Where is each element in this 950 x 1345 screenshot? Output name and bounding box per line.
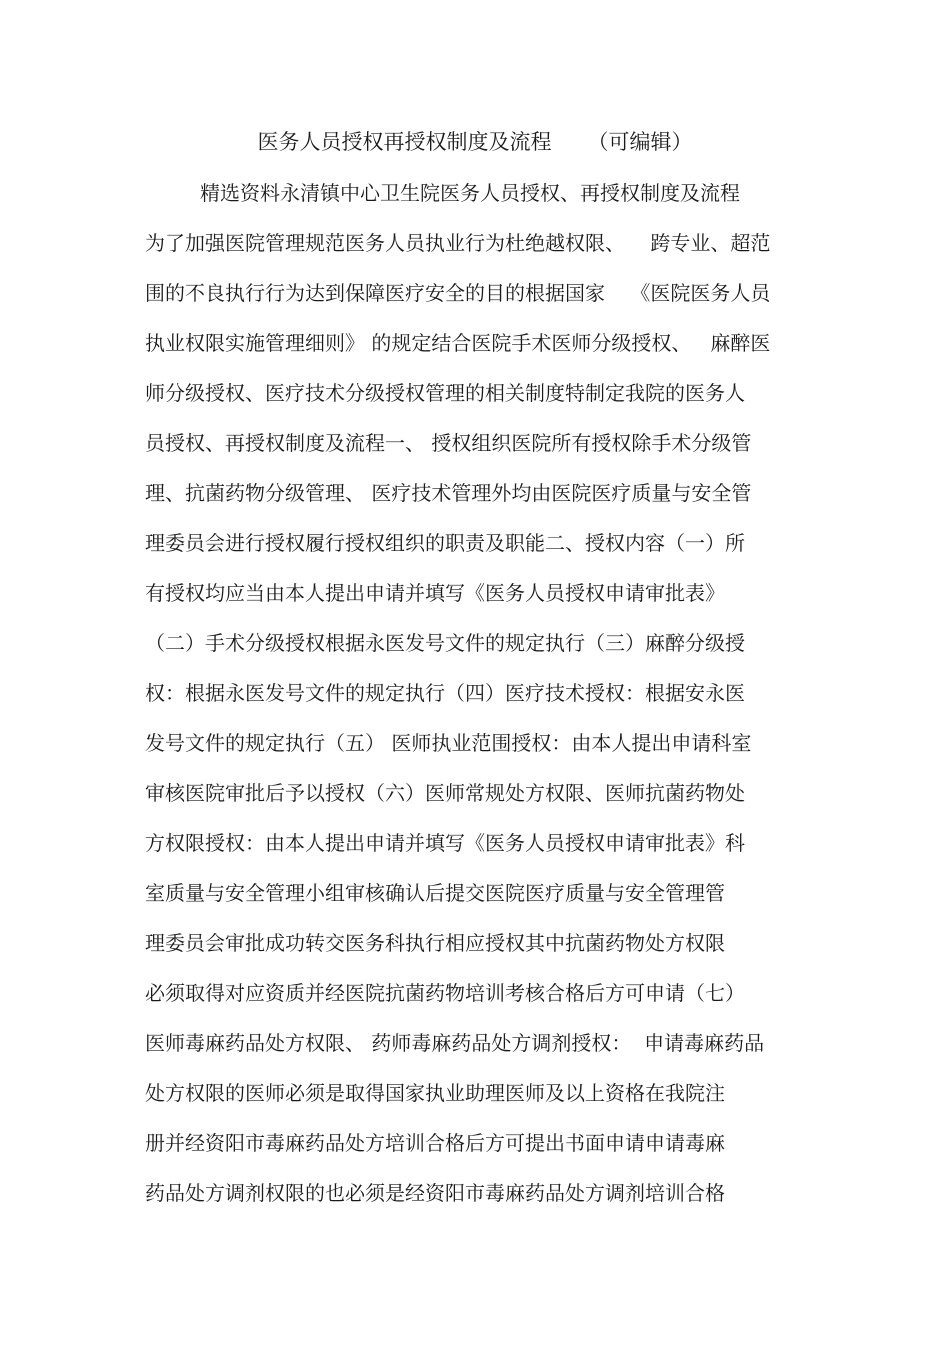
body-line: 册并经资阳市毒麻药品处方培训合格后方可提出书面申请申请毒麻	[145, 1131, 725, 1155]
body-text	[145, 228, 825, 1228]
body-line: 理委员会进行授权履行授权组织的职责及职能二、授权内容（一）所	[145, 531, 745, 555]
body-line: 围的不良执行行为达到保障医疗安全的目的根据国家 《医院医务人员	[145, 281, 771, 305]
body-line: 室质量与安全管理小组审核确认后提交医院医疗质量与安全管理管	[145, 881, 725, 905]
body-line: 理委员会审批成功转交医务科执行相应授权其中抗菌药物处方权限	[145, 931, 725, 955]
body-line: 权：根据永医发号文件的规定执行（四）医疗技术授权：根据安永医	[145, 681, 745, 705]
body-line: 必须取得对应资质并经医院抗菌药物培训考核合格后方可申请（七）	[145, 981, 745, 1005]
body-line: 方权限授权：由本人提出申请并填写《医务人员授权申请审批表》科	[145, 831, 745, 855]
body-line: 为了加强医院管理规范医务人员执业行为杜绝越权限、 跨专业、超范	[145, 231, 771, 255]
body-line: 员授权、再授权制度及流程一、 授权组织医院所有授权除手术分级管	[145, 431, 752, 455]
body-line: 医师毒麻药品处方权限、 药师毒麻药品处方调剂授权： 申请毒麻药品	[145, 1031, 765, 1055]
body-line: 理、抗菌药物分级管理、 医疗技术管理外均由医院医疗质量与安全管	[145, 481, 752, 505]
body-line: 药品处方调剂权限的也必须是经资阳市毒麻药品处方调剂培训合格	[145, 1181, 725, 1205]
document-subtitle: 精选资料永清镇中心卫生院医务人员授权、再授权制度及流程	[200, 181, 740, 205]
body-line: 审核医院审批后予以授权（六）医师常规处方权限、医师抗菌药物处	[145, 781, 745, 805]
document-title	[0, 127, 950, 157]
body-line: 师分级授权、医疗技术分级授权管理的相关制度特制定我院的医务人	[145, 381, 745, 405]
body-line: 执业权限实施管理细则》 的规定结合医院手术医师分级授权、 麻醉医	[145, 331, 771, 355]
body-line: 处方权限的医师必须是取得国家执业助理医师及以上资格在我院注	[145, 1081, 725, 1105]
body-line: 发号文件的规定执行（五） 医师执业范围授权：由本人提出申请科室	[145, 731, 752, 755]
body-line: 有授权均应当由本人提出申请并填写《医务人员授权申请审批表》	[145, 581, 725, 605]
body-line: （二）手术分级授权根据永医发号文件的规定执行（三）麻醉分级授	[145, 631, 745, 655]
title-suffix: （可编辑）	[587, 130, 693, 154]
title-main: 医务人员授权再授权制度及流程	[257, 130, 552, 154]
